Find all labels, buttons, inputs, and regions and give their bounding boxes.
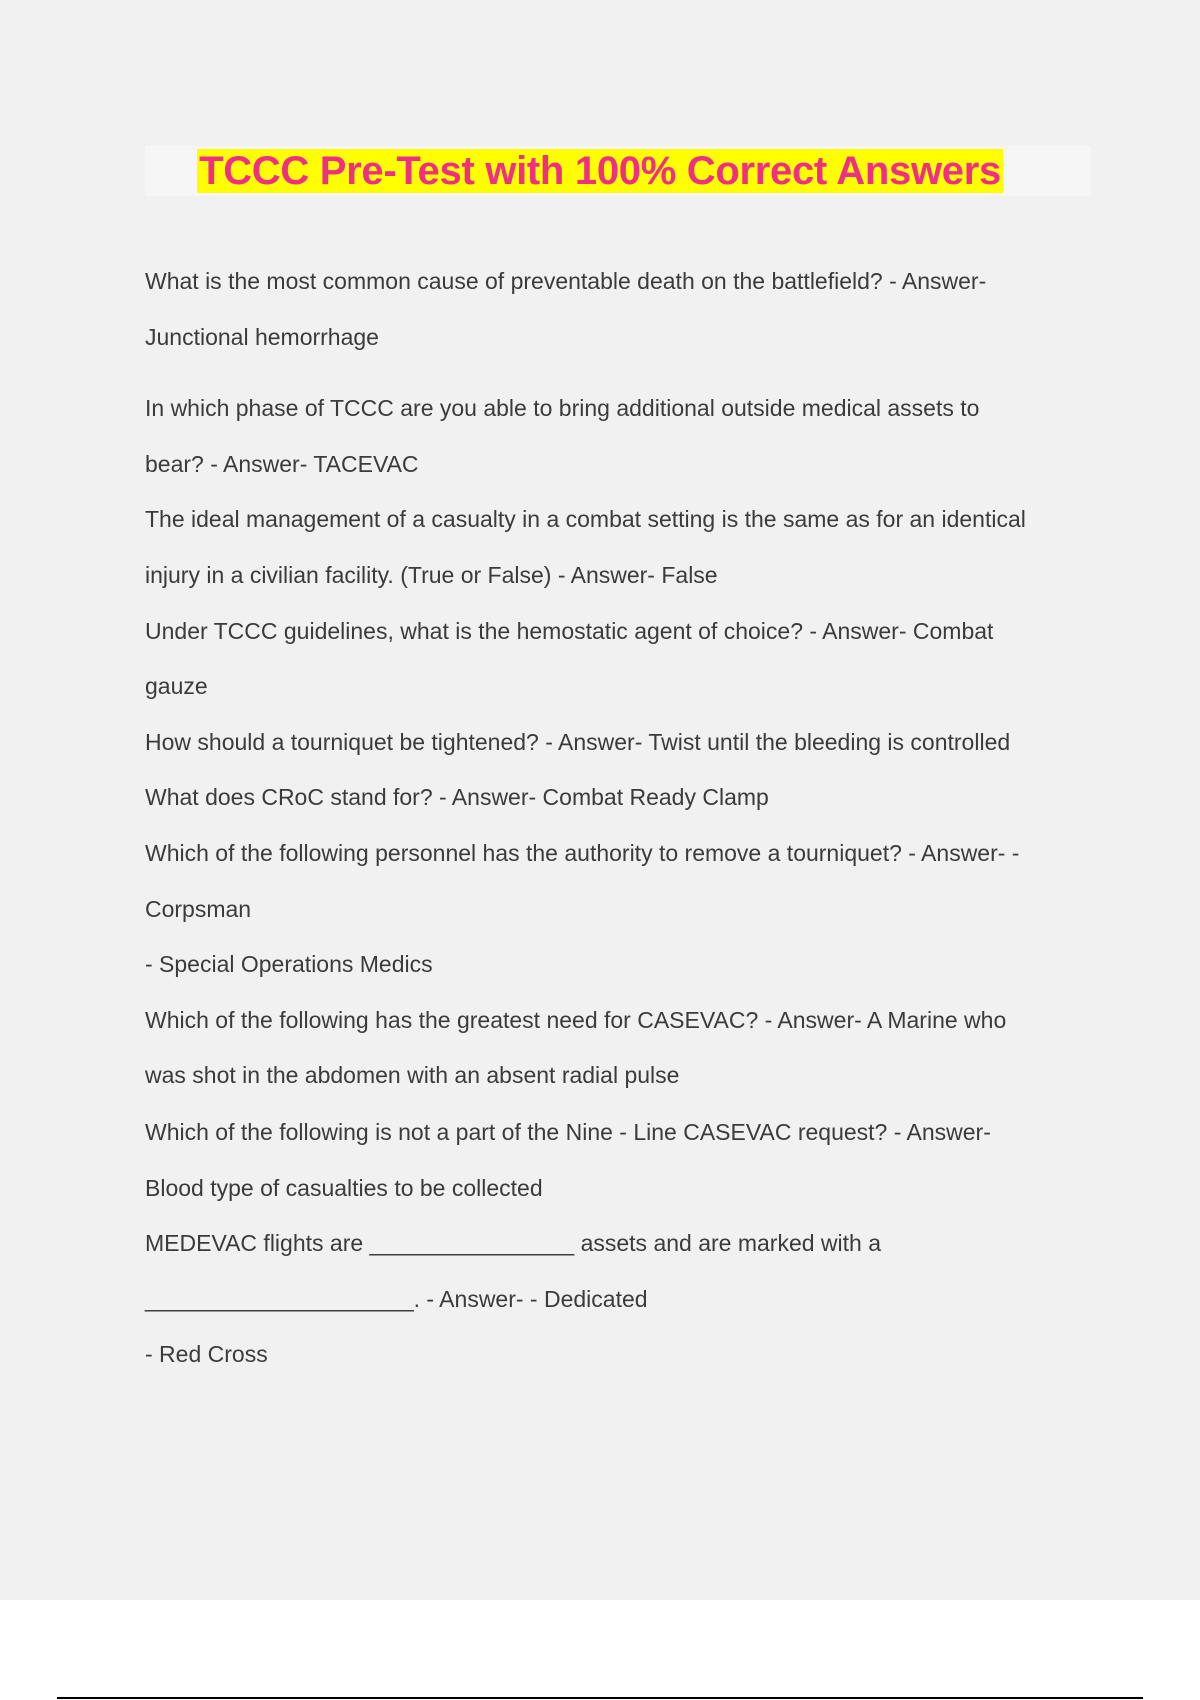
qa-line: - Special Operations Medics: [145, 951, 433, 977]
footer-rule: [57, 1697, 1143, 1699]
qa-line: Blood type of casualties to be collected: [145, 1175, 543, 1201]
qa-line: Which of the following personnel has the authority to remove a tourniquet? - Answer- -: [145, 840, 1020, 866]
document-title: [0, 146, 1200, 196]
qa-line: - Red Cross: [145, 1341, 268, 1367]
qa-line: How should a tourniquet be tightened? - Answer- Twist until the bleeding is controlled: [145, 729, 1011, 755]
qa-line: Junctional hemorrhage: [145, 324, 379, 350]
qa-line: What does CRoC stand for? - Answer- Combat Ready Clamp: [145, 784, 769, 810]
qa-line: What is the most common cause of preventable death on the battlefield? - Answer-: [145, 268, 987, 294]
qa-line: _____________________. - Answer- - Dedicated: [145, 1286, 648, 1312]
qa-line: MEDEVAC flights are ________________ assets and are marked with a: [145, 1230, 882, 1256]
qa-line: bear? - Answer- TACEVAC: [145, 451, 419, 477]
qa-line: was shot in the abdomen with an absent radial pulse: [145, 1062, 680, 1088]
qa-line: In which phase of TCCC are you able to bring additional outside medical assets to: [145, 395, 980, 421]
qa-line: The ideal management of a casualty in a combat setting is the same as for an identical: [145, 506, 1026, 532]
title-highlight: TCCC Pre-Test with 100% Correct Answers: [199, 149, 1001, 193]
qa-line: Which of the following is not a part of the Nine - Line CASEVAC request? - Answer-: [145, 1119, 991, 1145]
qa-line: Corpsman: [145, 896, 252, 922]
qa-line: Under TCCC guidelines, what is the hemostatic agent of choice? - Answer- Combat: [145, 618, 994, 644]
qa-line: Which of the following has the greatest need for CASEVAC? - Answer- A Marine who: [145, 1007, 1007, 1033]
qa-line: injury in a civilian facility. (True or False) - Answer- False: [145, 562, 718, 588]
qa-line: gauze: [145, 673, 208, 699]
